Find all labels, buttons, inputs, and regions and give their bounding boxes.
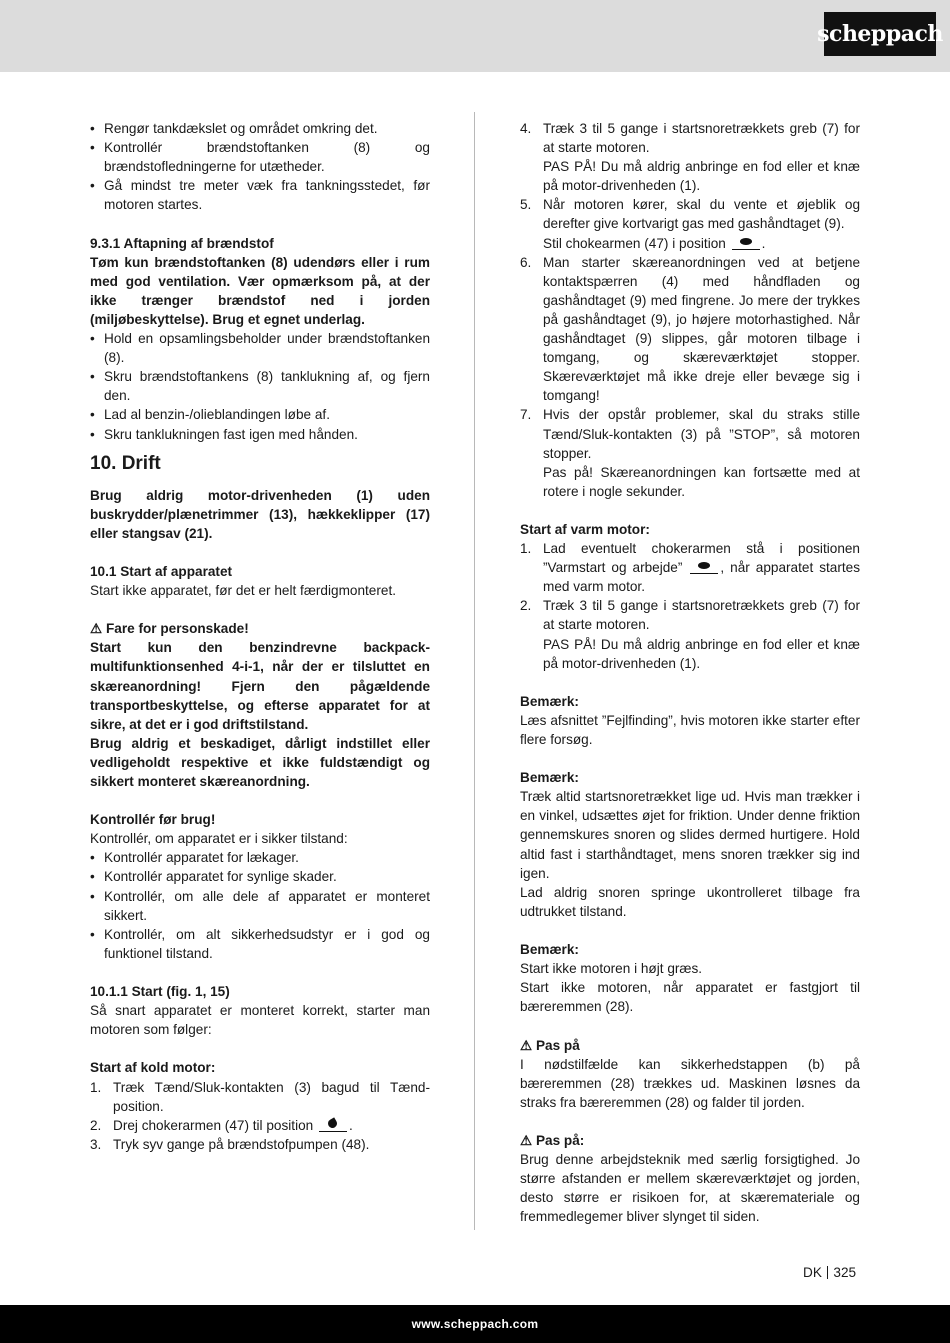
right-column [520,119,860,1226]
left-column [90,119,430,1154]
check-list [90,848,430,963]
section-heading-9-3-1: 9.3.1 Aftapning af brændstof [90,235,274,251]
column-divider [474,112,475,1230]
section-heading-10-1-1: 10.1.1 Start (fig. 1, 15) [90,984,230,1000]
drain-fuel-warning: Tøm kun brændstoftanken (8) udendørs eller i rum med god ventilation. Vær opmærksom på, at der ikke trænger brændstof ned i jorden (miljøbeskyttelse). Brug et egnet underlag. [90,254,430,327]
damaged-tool-warning: Brug aldrig et beskadiget, dårligt indstillet eller vedligeholdt respektive et ikke fuldstændigt og sikkert monteret skæreanordning. [90,735,430,789]
caution-heading: ⚠ Pas på: [520,1132,585,1148]
choke-warm-icon [690,559,718,574]
page-number: DK 325 [803,1265,857,1280]
list-item: 5. Når motoren kører, skal du vente et øjeblik og derefter give kortvarigt gas med gashåndtaget (9). Stil chokearmen (47) i position . [520,197,860,251]
drain-fuel-list [90,329,430,444]
warm-start-steps [520,539,860,673]
list-item: 1. Træk Tænd/Sluk-kontakten (3) bagud til Tænd-position. [90,1079,430,1114]
list-item: • Hold en opsamlingsbeholder under brændstoftanken (8). [90,329,430,367]
page-footer [0,1305,950,1343]
page-header [0,0,950,72]
section-heading-10-1: 10.1 Start af apparatet [90,563,233,579]
scheppach-logo: scheppach [824,12,936,56]
footer-url: www.scheppach.com [411,1317,539,1331]
note-heading: Bemærk: [520,693,579,709]
note-text: Træk altid startsnoretrækket lige ud. Hvis man trækker i en vinkel, udsættes øjet for friktion. Under denne friktion gennemskures snoren og slides dermed hurtigere. Hold altid fast i starthåndtaget, mens snoren trækker sig ind igen. [520,789,860,881]
caution-text: I nødstilfælde kan sikkerhedstappen (b) på bæreremmen (28) trækkes ud. Maskinen løsnes da straks fra bæreremmen (28) og falder til jorden. [520,1056,860,1110]
drive-unit-warning: Brug aldrig motor-drivenheden (1) uden buskrydder/plænetrimmer (13), hækkeklipper (17) eller stangsav (21). [90,487,430,541]
list-item: • Skru tanklukningen fast igen med hånden. [90,425,430,444]
check-heading: Kontrollér før brug! [90,812,216,828]
injury-warning-heading: ⚠ Fare for personskade! [90,621,249,637]
injury-warning-text: Start kun den benzindrevne backpack-multifunktionsenhed 4-i-1, når der er tilsluttet en skæreanordning! Fjern den pågældende transportbeskyttelse, og efterse apparatet for at sikre, at det er i god driftstilstand. [90,640,430,732]
list-item: • Kontrollér, om alle dele af apparatet er monteret sikkert. [90,887,430,925]
list-item: 7. Hvis der opstår problemer, skal du straks stille Tænd/Sluk-kontakten (3) på ”STOP”, så motoren stopper. Pas på! Skæreanordningen kan fortsætte med at rotere i nogle sekunder. [520,407,860,499]
list-item: 2. Drej chokerarmen (47) til position . [90,1117,353,1133]
list-item: • Lad al benzin-/olieblandingen løbe af. [90,405,430,424]
list-item: • Kontrollér apparatet for lækager. [90,848,430,867]
list-item: • Kontrollér brændstoftanken (8) og brændstofledningerne for utætheder. [90,138,430,176]
start-note: Start ikke apparatet, før det er helt færdigmonteret. [90,583,396,599]
list-item: • Skru brændstoftankens (8) tanklukning af, og fjern den. [90,367,430,405]
list-item: • Rengør tankdækslet og området omkring det. [90,119,430,138]
list-item: 6. Man starter skæreanordningen ved at betjene kontaktspærren (4) med håndfladen og gashåndtaget (9) med fingrene. Jo mere der trykkes på gashåndtaget (9), jo højere motorhastighed. Når gashåndtaget (9) slippes, går motoren tilbage i tomgang, og skæreværktøjet stopper. Skæreværktøjet må ikke dreje eller bevæge sig i tomgang! [520,254,860,404]
note-text: Start ikke motoren, når apparatet er fastgjort til bæreremmen (28). [520,980,860,1015]
cold-start-heading: Start af kold motor: [90,1060,216,1076]
cold-start-steps-continued [520,119,860,501]
note-heading: Bemærk: [520,770,579,786]
start-intro: Så snart apparatet er monteret korrekt, starter man motoren som følger: [90,1003,430,1038]
list-item: • Gå mindst tre meter væk fra tankningsstedet, før motoren startes. [90,176,430,214]
list-item: 2. Træk 3 til 5 gange i startsnoretrækkets greb (7) for at starte motoren. PAS PÅ! Du må aldrig anbringe en fod eller et knæ på motor-drivenheden (1). [520,598,860,671]
check-intro: Kontrollér, om apparatet er i sikker tilstand: [90,831,348,847]
warm-start-heading: Start af varm motor: [520,521,650,537]
chapter-heading-10: 10. Drift [90,452,161,474]
fuel-prep-list [90,119,430,214]
list-item: 3. Tryk syv gange på brændstofpumpen (48). [90,1136,370,1152]
note-text: Start ikke motoren i højt græs. [520,961,703,977]
choke-warm-icon [732,235,760,250]
note-text: Læs afsnittet ”Fejlfinding”, hvis motoren ikke starter efter flere forsøg. [520,712,860,747]
list-item: 1. Lad eventuelt chokerarmen stå i positionen ”Varmstart og arbejde” , når apparatet startes med varm motor. [520,541,860,595]
list-item: • Kontrollér apparatet for synlige skader. [90,867,430,886]
caution-text: Brug denne arbejdsteknik med særlig forsigtighed. Jo større afstanden er mellem skæreværktøjet og jorden, desto større er risikoen for, at skæremateriale og fremmedlegemer bliver slynget til siden. [520,1152,860,1225]
list-item: 4. Træk 3 til 5 gange i startsnoretrækkets greb (7) for at starte motoren. PAS PÅ! Du må aldrig anbringe en fod eller et knæ på motor-drivenheden (1). [520,121,860,194]
cold-start-steps [90,1078,430,1154]
caution-heading: ⚠ Pas på [520,1037,580,1053]
list-item: • Kontrollér, om alt sikkerhedsudstyr er i god og funktionel tilstand. [90,925,430,963]
note-heading: Bemærk: [520,942,579,958]
note-text: Lad aldrig snoren springe ukontrolleret tilbage fra udtrukket tilstand. [520,884,860,919]
choke-cold-icon [319,1117,347,1132]
